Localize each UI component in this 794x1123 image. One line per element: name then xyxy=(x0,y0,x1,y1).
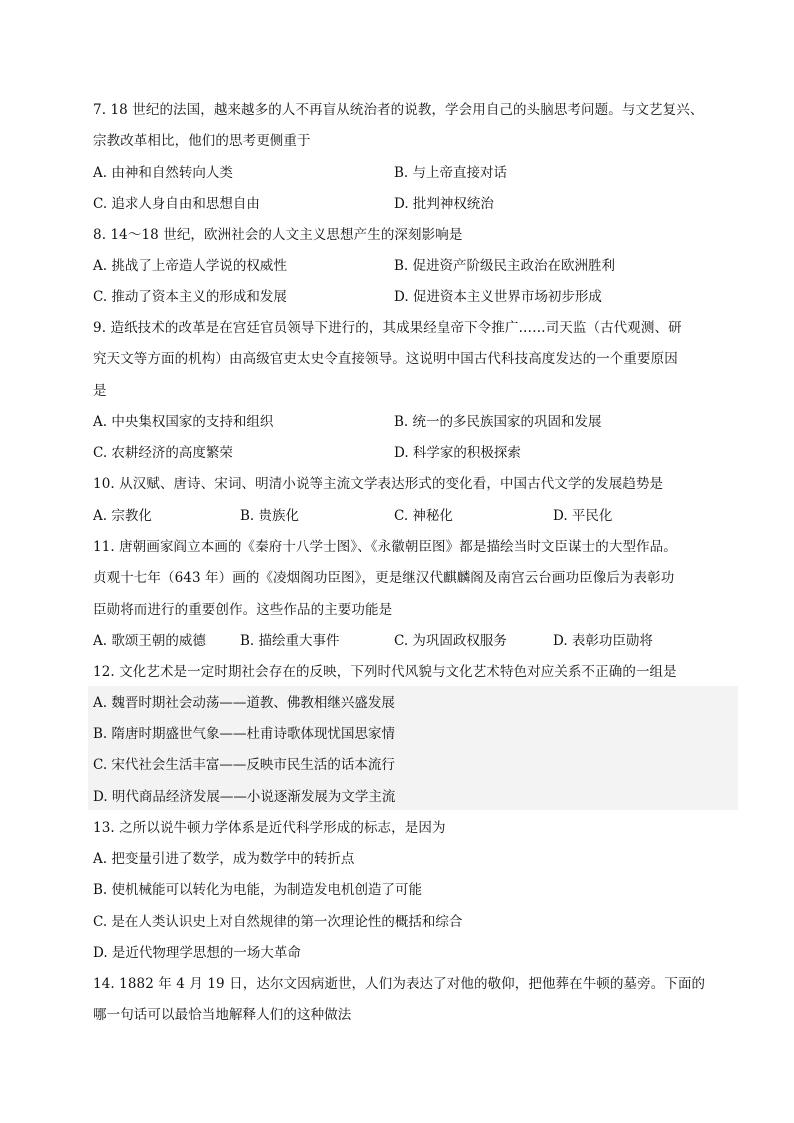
q12-option-a: A. 魏晋时期社会动荡——道教、佛教相继兴盛发展 xyxy=(93,695,395,711)
q8-option-c: C. 推动了资本主义的形成和发展 xyxy=(93,289,287,305)
q13-option-b: B. 使机械能可以转化为电能，为制造发电机创造了可能 xyxy=(93,882,423,898)
q10-option-c: C. 神秘化 xyxy=(394,508,453,524)
q13-option-d: D. 是近代物理学思想的一场大革命 xyxy=(93,945,301,961)
q8-option-b: B. 促进资产阶级民主政治在欧洲胜利 xyxy=(394,258,616,274)
q7-option-c: C. 追求人身自由和思想自由 xyxy=(93,196,260,212)
q12-option-c: C. 宋代社会生活丰富——反映市民生活的话本流行 xyxy=(93,757,395,773)
q7-stem-line2: 宗教改革相比，他们的思考更侧重于 xyxy=(93,133,311,149)
q10-option-d: D. 平民化 xyxy=(553,508,613,524)
q12-option-b: B. 隋唐时期盛世气象——杜甫诗歌体现忧国思家情 xyxy=(93,726,396,742)
q8-option-d: D. 促进资本主义世界市场初步形成 xyxy=(394,289,602,305)
q14-stem-line1: 14. 1882 年 4 月 19 日，达尔文因病逝世，人们为表达了对他的敬仰，把他葬在牛顿的墓旁。下面的 xyxy=(93,976,706,992)
q7-option-a: A. 由神和自然转向人类 xyxy=(93,165,233,181)
q9-stem-line3: 是 xyxy=(93,383,107,399)
q11-stem-line2: 贞观十七年（643 年）画的《凌烟阁功臣图》，更是继汉代麒麟阁及南宫云台画功臣像后为表彰功 xyxy=(93,570,675,586)
q7-option-b: B. 与上帝直接对话 xyxy=(394,165,508,181)
q14-stem-line2: 哪一句话可以最恰当地解释人们的这种做法 xyxy=(93,1007,352,1023)
q11-option-c: C. 为巩固政权服务 xyxy=(394,633,507,649)
q12-option-d: D. 明代商品经济发展——小说逐渐发展为文学主流 xyxy=(93,789,396,805)
q8-option-a: A. 挑战了上帝造人学说的权威性 xyxy=(93,258,287,274)
q11-stem-line3: 臣勋将而进行的重要创作。这些作品的主要功能是 xyxy=(93,602,393,618)
q10-option-b: B. 贵族化 xyxy=(240,508,300,524)
q8-stem-line1: 8. 14～18 世纪，欧洲社会的人文主义思想产生的深刻影响是 xyxy=(93,227,463,243)
q9-option-a: A. 中央集权国家的支持和组织 xyxy=(93,414,274,430)
q11-option-d: D. 表彰功臣勋将 xyxy=(553,633,653,649)
q10-option-a: A. 宗教化 xyxy=(93,508,152,524)
q10-stem-line1: 10. 从汉赋、唐诗、宋词、明清小说等主流文学表达形式的变化看，中国古代文学的发展趋势是 xyxy=(93,476,664,492)
q7-stem-line1: 7. 18 世纪的法国，越来越多的人不再盲从统治者的说教，学会用自己的头脑思考问题。与文艺复兴、 xyxy=(93,102,704,118)
q11-option-a: A. 歌颂王朝的威德 xyxy=(93,633,206,649)
q13-option-c: C. 是在人类认识史上对自然规律的第一次理论性的概括和综合 xyxy=(93,914,463,930)
q13-option-a: A. 把变量引进了数学，成为数学中的转折点 xyxy=(93,851,355,867)
q9-stem-line2: 究天文等方面的机构）由高级官吏太史令直接领导。这说明中国古代科技高度发达的一个重要原因 xyxy=(93,351,678,367)
q13-stem-line1: 13. 之所以说牛顿力学体系是近代科学形成的标志，是因为 xyxy=(93,820,446,836)
q9-option-c: C. 农耕经济的高度繁荣 xyxy=(93,445,233,461)
q11-stem-line1: 11. 唐朝画家阎立本画的《秦府十八学士图》、《永徽朝臣图》都是描绘当时文臣谋士的大型作品。 xyxy=(93,539,677,555)
q9-option-d: D. 科学家的积极探索 xyxy=(394,445,521,461)
q7-option-d: D. 批判神权统治 xyxy=(394,196,494,212)
q9-stem-line1: 9. 造纸技术的改革是在宫廷官员领导下进行的，其成果经皇帝下令推广……司天监（古代观测、研 xyxy=(93,320,682,336)
q11-option-b: B. 描绘重大事件 xyxy=(240,633,340,649)
q9-option-b: B. 统一的多民族国家的巩固和发展 xyxy=(394,414,602,430)
q12-stem-line1: 12. 文化艺术是一定时期社会存在的反映，下列时代风貌与文化艺术特色对应关系不正确的一组是 xyxy=(93,664,677,680)
